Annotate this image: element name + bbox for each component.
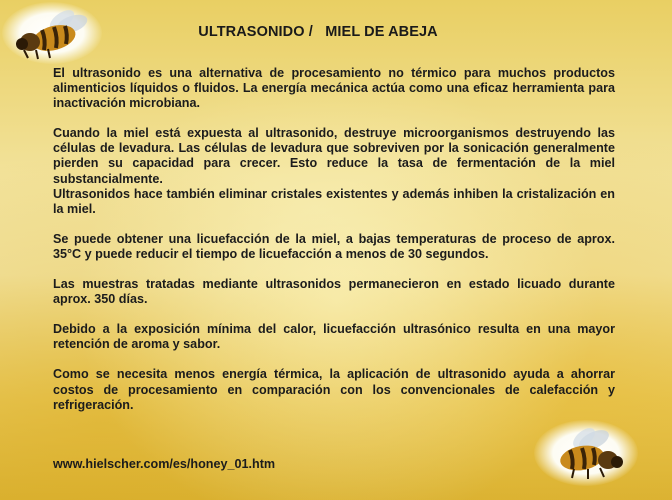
body-text [53, 66, 615, 413]
paragraph-intro: El ultrasonido es una alternativa de procesamiento no térmico para muchos productos alimenticios líquidos o fluidos. La energía mecánica actúa como una eficaz herramienta para inactivación microbiana. [53, 66, 615, 111]
source-link[interactable]: www.hielscher.com/es/honey_01.htm [53, 457, 276, 471]
bee-icon [534, 420, 638, 486]
paragraph-aroma: Debido a la exposición mínima del calor, licuefacción ultrasónico resulta en una mayor retención de aroma y sabor. [53, 322, 615, 352]
paragraph-samples: Las muestras tratadas mediante ultrasonidos permanecieron en estado licuado durante aprox. 350 días. [53, 277, 615, 307]
paragraph-costs: Como se necesita menos energía térmica, la aplicación de ultrasonido ayuda a ahorrar costos de procesamiento en comparación con los convencionales de calefacción y refrigeración. [53, 367, 615, 412]
paragraph-microorganisms: Cuando la miel está expuesta al ultrasonido, destruye microorganismos destruyendo las células de levadura. Las células de levadura que sobreviven por la sonicación generalmente pierden su capacidad para crecer. Esto reduce la tasa de fermentación de la miel substancialmente. [53, 126, 615, 186]
page-title: ULTRASONIDO / MIEL DE ABEJA [198, 24, 438, 40]
bee-image-bottom [534, 420, 638, 486]
paragraph-liquefaction: Se puede obtener una licuefacción de la miel, a bajas temperaturas de proceso de aprox. 35°C y puede reducir el tiempo de licuefacción a menos de 30 segundos. [53, 231, 615, 261]
paragraph-crystals: Ultrasonidos hace también eliminar cristales existentes y además inhiben la cristalización en la miel. [53, 186, 615, 216]
